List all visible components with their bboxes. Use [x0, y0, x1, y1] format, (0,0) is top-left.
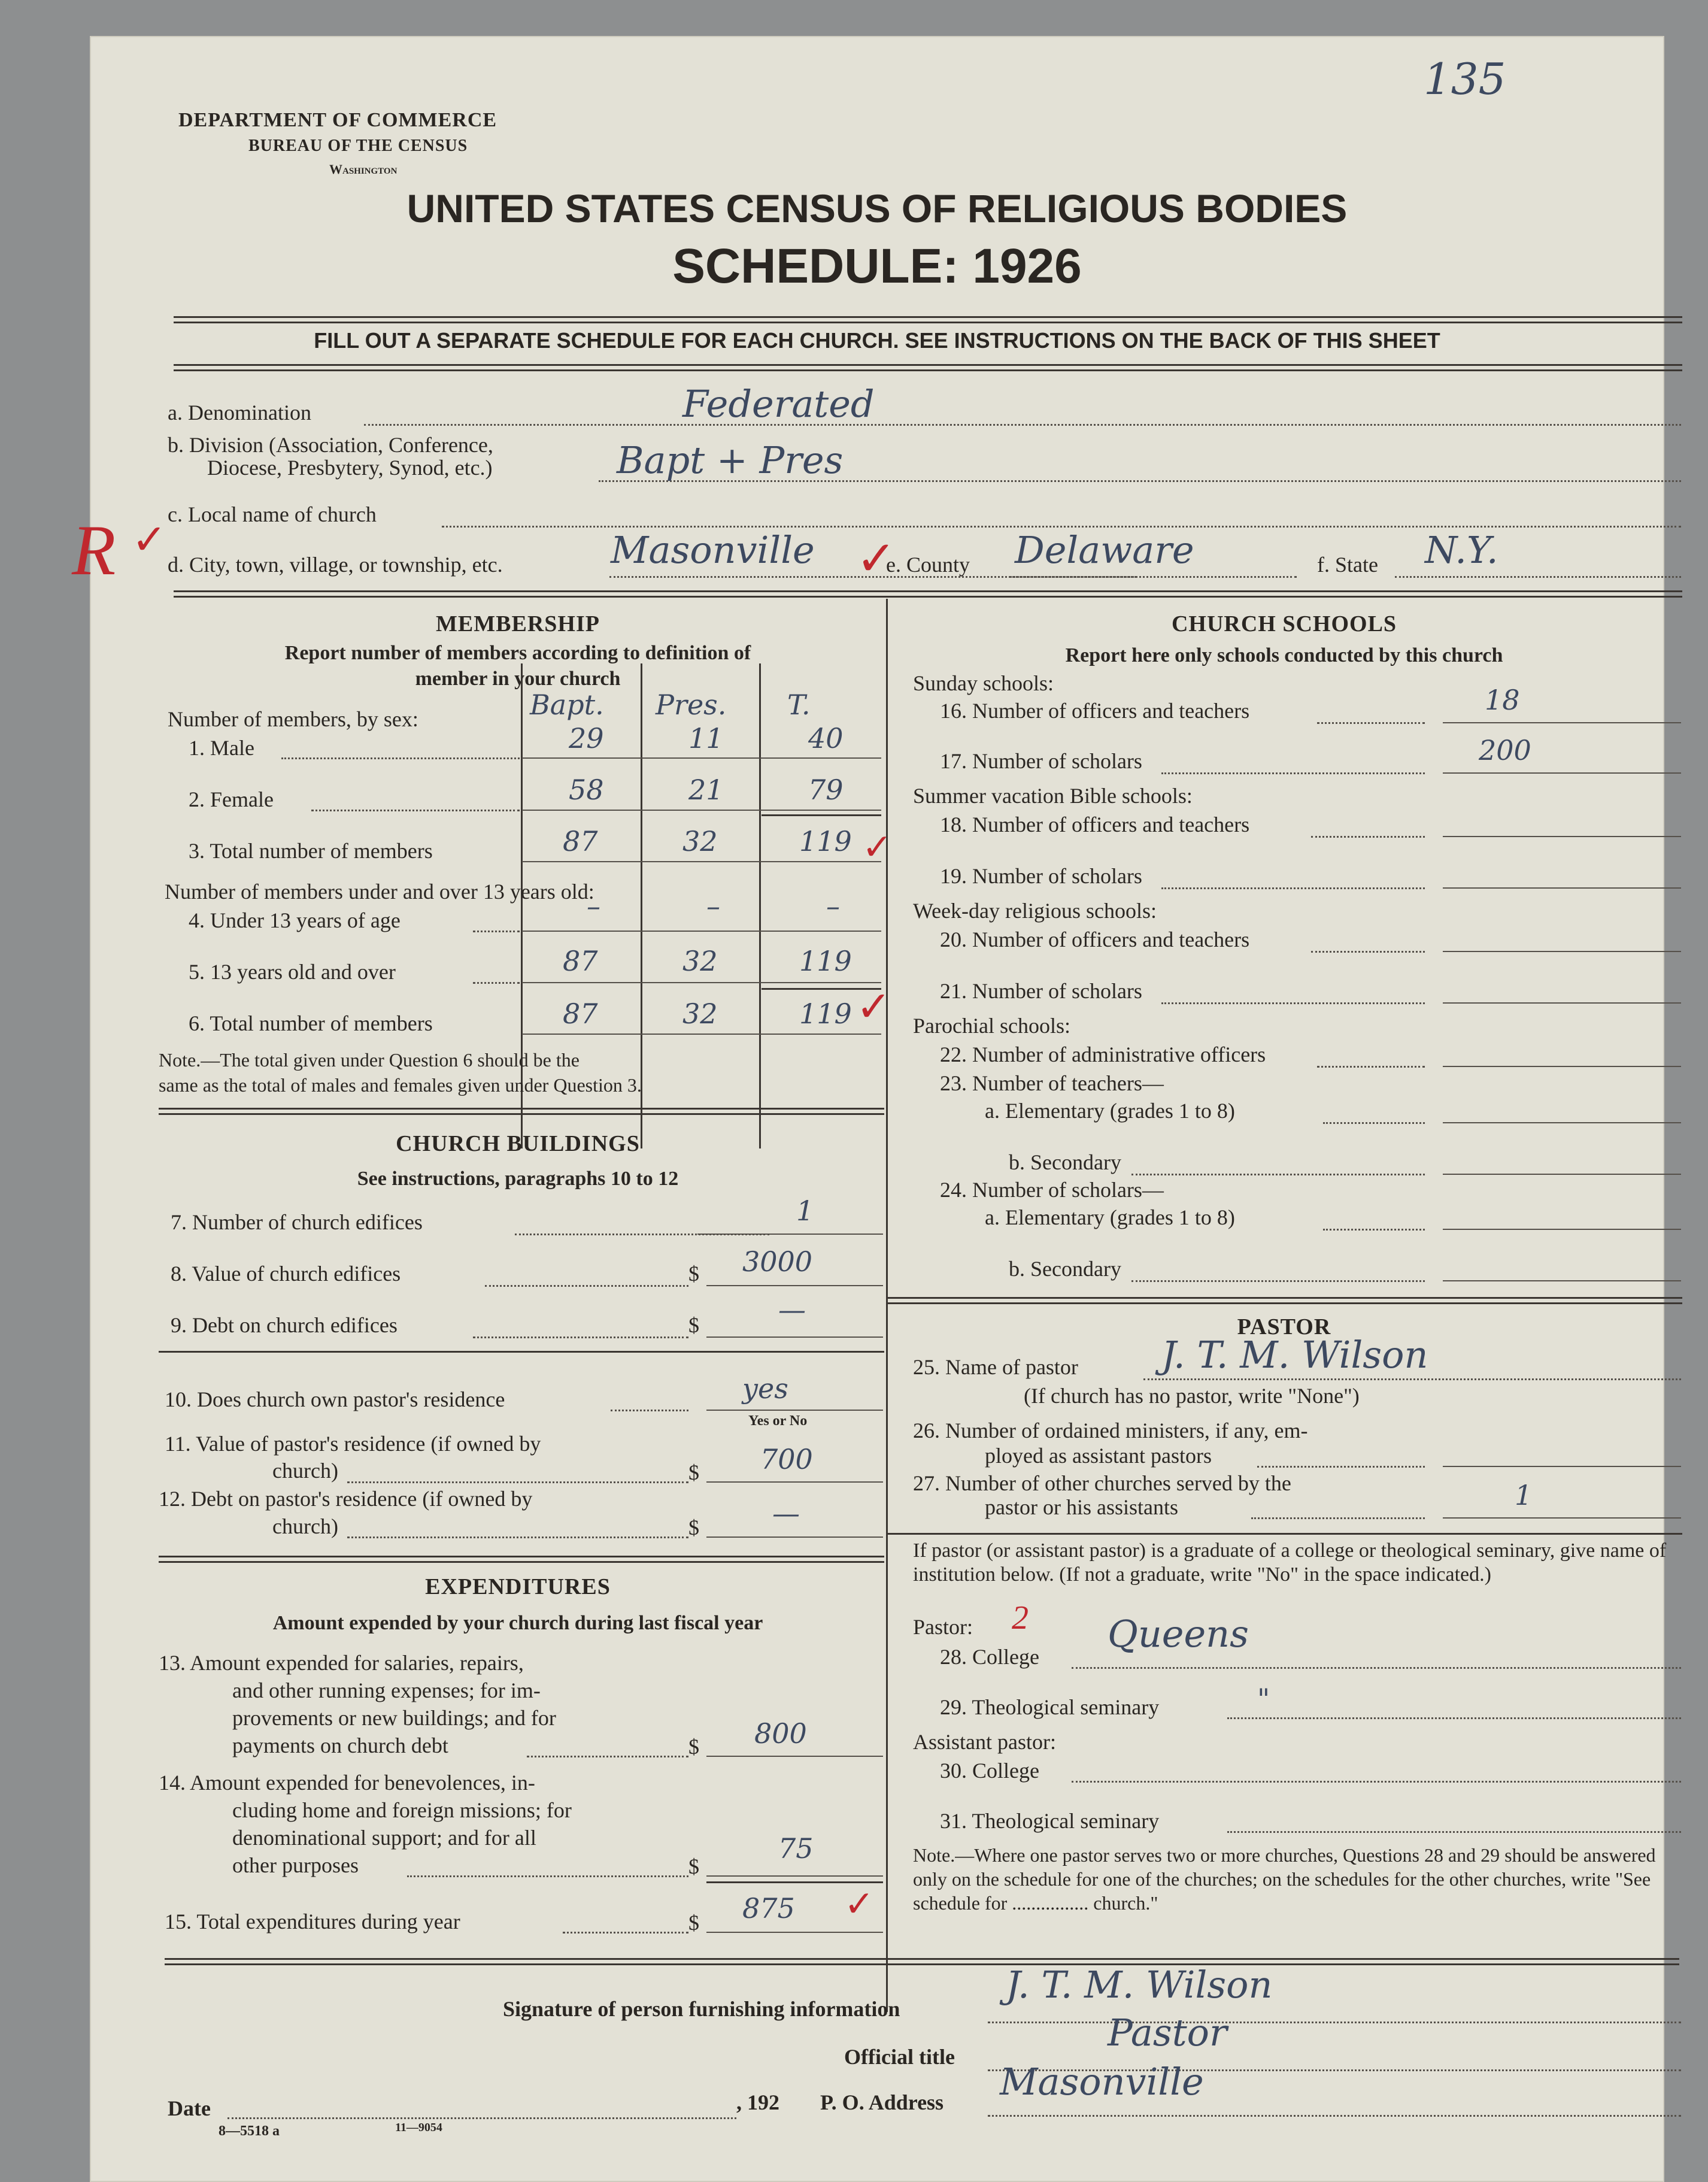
- q11-label-2: church): [272, 1459, 338, 1483]
- county-label: e. County: [886, 553, 970, 577]
- rule: [473, 982, 520, 984]
- q1-bapt: 29: [569, 722, 604, 754]
- q4-bapt: –: [587, 890, 600, 922]
- q29-value: ": [1257, 1683, 1270, 1715]
- state-value: N.Y.: [1425, 528, 1498, 572]
- schedule-title: SCHEDULE: 1926: [672, 239, 1082, 293]
- divider: [165, 1958, 1679, 1965]
- city-label: d. City, town, village, or township, etc.: [168, 553, 503, 577]
- q22-label: 22. Number of administrative officers: [940, 1042, 1266, 1066]
- pastor-mark: 2: [1012, 1599, 1029, 1636]
- q4-total: –: [826, 890, 840, 922]
- state-label: f. State: [1317, 553, 1378, 577]
- rule: [311, 810, 520, 811]
- q7-value: 1: [796, 1195, 814, 1227]
- division-label-1: b. Division (Association, Conference,: [168, 433, 493, 457]
- rule: [706, 1481, 883, 1483]
- form-title: UNITED STATES CENSUS OF RELIGIOUS BODIES: [406, 186, 1348, 231]
- divider: [888, 1533, 1682, 1535]
- q9-label: 9. Debt on church edifices: [171, 1313, 398, 1337]
- q14-line-2: cluding home and foreign missions; for: [232, 1798, 572, 1822]
- q11-dollar: $: [688, 1460, 699, 1484]
- rule: [522, 1034, 881, 1035]
- divider: [159, 1556, 884, 1563]
- rule: [1395, 576, 1681, 578]
- rule: [706, 1285, 883, 1286]
- q30-label: 30. College: [940, 1759, 1039, 1783]
- q24b-label: b. Secondary: [1009, 1257, 1121, 1281]
- q28-value: Queens: [1108, 1612, 1249, 1656]
- rule: [706, 1337, 883, 1338]
- q16-value: 18: [1485, 684, 1520, 716]
- q12-label-1: 12. Debt on pastor's residence (if owned by: [159, 1487, 533, 1511]
- q8-dollar: $: [688, 1262, 699, 1286]
- rule: [1161, 772, 1425, 774]
- rule: [1161, 1002, 1425, 1004]
- rule: [697, 1234, 883, 1235]
- q23a-label: a. Elementary (grades 1 to 8): [985, 1099, 1235, 1123]
- q9-value: —: [778, 1293, 806, 1326]
- rule: [1443, 1517, 1681, 1519]
- divider: [159, 1108, 884, 1115]
- department-label: DEPARTMENT OF COMMERCE: [178, 109, 497, 131]
- q23b-label: b. Secondary: [1009, 1150, 1121, 1174]
- schools-title: CHURCH SCHOOLS: [1171, 611, 1397, 637]
- pastor-note: Note.—Where one pastor serves two or more churches, Questions 28 and 29 should be answered only on the schedule for one of the churches; on the schedules for the other churches, write "See schedule for ................ church.": [913, 1844, 1656, 1914]
- q4-pres: –: [706, 890, 720, 922]
- q26-label-2: ployed as assistant pastors: [985, 1444, 1212, 1468]
- column-header-total: T.: [787, 689, 811, 721]
- local-name-label: c. Local name of church: [168, 502, 377, 526]
- rule: [522, 982, 881, 983]
- rule: [522, 861, 881, 862]
- check-mark: ✓: [132, 517, 167, 563]
- q13-line-2: and other running expenses; for im-: [232, 1678, 541, 1702]
- rule: [1443, 1280, 1681, 1281]
- divider: [888, 1297, 1682, 1304]
- q1-total: 40: [808, 722, 844, 754]
- q26-label-1: 26. Number of ordained ministers, if any, em-: [913, 1419, 1308, 1442]
- q28-label: 28. College: [940, 1645, 1039, 1669]
- q17-value: 200: [1479, 734, 1531, 766]
- q1-pres: 11: [688, 722, 724, 754]
- instruction-banner: FILL OUT A SEPARATE SCHEDULE FOR EACH CHURCH. SEE INSTRUCTIONS ON THE BACK OF THIS SHEET: [314, 328, 1440, 353]
- q18-label: 18. Number of officers and teachers: [940, 813, 1250, 837]
- division-value: Bapt + Pres: [617, 438, 844, 482]
- q6-total: 119: [799, 998, 852, 1030]
- schools-subtitle: Report here only schools conducted by this church: [1065, 644, 1503, 666]
- rule: [706, 1875, 883, 1877]
- rule: [473, 1337, 688, 1338]
- rule: [1443, 1466, 1681, 1467]
- rule: [527, 1756, 688, 1757]
- rule: [1443, 836, 1681, 837]
- city-label: Washington: [329, 162, 398, 177]
- rule: [1443, 1066, 1681, 1067]
- q13-line-4: payments on church debt: [232, 1734, 448, 1757]
- rule: [1227, 1831, 1681, 1833]
- check-mark: ✓: [856, 533, 897, 586]
- q3-bapt: 87: [563, 825, 598, 857]
- by-sex-label: Number of members, by sex:: [168, 707, 418, 731]
- column-divider: [886, 599, 888, 2012]
- rule: [1131, 1174, 1425, 1175]
- rule: [1317, 1066, 1425, 1068]
- buildings-subtitle: See instructions, paragraphs 10 to 12: [357, 1168, 679, 1190]
- official-title-label: Official title: [844, 2045, 955, 2069]
- rule: [473, 931, 520, 932]
- q5-label: 5. 13 years old and over: [189, 960, 396, 984]
- q11-value: 700: [760, 1443, 813, 1475]
- q2-label: 2. Female: [189, 787, 274, 811]
- check-mark: ✓: [862, 828, 893, 867]
- rule: [1009, 576, 1297, 578]
- rule: [364, 424, 1681, 426]
- rule: [407, 1875, 688, 1877]
- q16-label: 16. Number of officers and teachers: [940, 699, 1250, 723]
- divider: [174, 364, 1682, 371]
- membership-note-2: same as the total of males and females given under Question 3.: [159, 1074, 642, 1096]
- q25-label: 25. Name of pastor: [913, 1355, 1078, 1379]
- q25-value: J. T. M. Wilson: [1161, 1333, 1428, 1377]
- denomination-value: Federated: [682, 382, 875, 426]
- po-address-label: P. O. Address: [820, 2090, 944, 2114]
- print-number: 11—9054: [395, 2121, 442, 2134]
- q13-value: 800: [754, 1717, 807, 1750]
- division-label-2: Diocese, Presbytery, Synod, etc.): [207, 456, 493, 480]
- rule: [1143, 1378, 1681, 1380]
- graduate-note: If pastor (or assistant pastor) is a graduate of a college or theological seminary, give name of institution below. (If not a graduate, write "No" in the space indicated.): [913, 1539, 1667, 1586]
- q15-label: 15. Total expenditures during year: [165, 1910, 460, 1934]
- rule: [347, 1537, 688, 1538]
- q27-label-1: 27. Number of other churches served by the: [913, 1471, 1291, 1495]
- q27-value: 1: [1515, 1479, 1533, 1511]
- age-label: Number of members under and over 13 years old:: [165, 880, 594, 904]
- membership-subtitle-2: member in your church: [415, 668, 621, 690]
- q29-label: 29. Theological seminary: [940, 1695, 1160, 1719]
- q3-pres: 32: [682, 825, 718, 857]
- rule: [1257, 1466, 1425, 1468]
- rule: [1323, 1229, 1425, 1231]
- q6-bapt: 87: [563, 998, 598, 1030]
- q3-label: 3. Total number of members: [189, 839, 433, 863]
- q5-pres: 32: [682, 945, 718, 977]
- grid-line: [759, 663, 761, 1148]
- q13-line-1: 13. Amount expended for salaries, repairs,: [159, 1651, 524, 1675]
- city-value: Masonville: [611, 528, 815, 572]
- county-value: Delaware: [1015, 528, 1194, 572]
- signature-label: Signature of person furnishing information: [503, 1997, 900, 2021]
- rule: [522, 757, 881, 759]
- q13-line-3: provements or new buildings; and for: [232, 1706, 556, 1730]
- rule: [227, 2117, 736, 2119]
- q12-label-2: church): [272, 1514, 338, 1538]
- divider: [159, 1351, 884, 1353]
- rule: [1443, 1002, 1681, 1004]
- pastor-title: PASTOR: [1237, 1314, 1331, 1339]
- rule: [1323, 1122, 1425, 1124]
- rule: [706, 1932, 883, 1933]
- page-number: 135: [1424, 54, 1506, 104]
- rule: [1311, 951, 1425, 953]
- rule: [988, 2022, 1681, 2023]
- rule: [1072, 1781, 1681, 1783]
- q12-value: —: [772, 1497, 800, 1529]
- q14-dollar: $: [688, 1854, 699, 1878]
- total-rule: [762, 814, 881, 816]
- q8-label: 8. Value of church edifices: [171, 1262, 401, 1286]
- check-mark: ✓: [856, 984, 891, 1031]
- summer-schools-label: Summer vacation Bible schools:: [913, 784, 1193, 808]
- membership-note-1: Note.—The total given under Question 6 should be the: [159, 1049, 580, 1071]
- q17-label: 17. Number of scholars: [940, 749, 1142, 773]
- column-header-bapt: Bapt.: [530, 689, 604, 721]
- q1-label: 1. Male: [189, 736, 254, 760]
- census-form-sheet: [72, 36, 1667, 2182]
- rule: [1072, 1667, 1681, 1669]
- rule: [1443, 772, 1681, 774]
- rule: [442, 526, 1681, 528]
- q24-label: 24. Number of scholars—: [940, 1178, 1164, 1202]
- rule: [522, 931, 881, 932]
- rule: [988, 2115, 1681, 2117]
- q15-dollar: $: [688, 1911, 699, 1935]
- q14-line-1: 14. Amount expended for benevolences, in-: [159, 1771, 535, 1795]
- rule: [563, 1932, 688, 1934]
- q6-label: 6. Total number of members: [189, 1011, 433, 1035]
- q13-dollar: $: [688, 1735, 699, 1759]
- expenditures-title: EXPENDITURES: [425, 1574, 611, 1599]
- q5-bapt: 87: [563, 945, 598, 977]
- denomination-label: a. Denomination: [168, 401, 311, 425]
- rule: [281, 757, 520, 759]
- q14-value: 75: [778, 1832, 814, 1865]
- margin-mark-r: R: [72, 510, 116, 590]
- divider: [174, 590, 1682, 598]
- q14-line-4: other purposes: [232, 1853, 359, 1877]
- date-year: , 192: [736, 2090, 779, 2114]
- parochial-schools-label: Parochial schools:: [913, 1014, 1070, 1038]
- form-number: 8—5518 a: [219, 2123, 280, 2139]
- rule: [1131, 1280, 1425, 1282]
- signature-value: J. T. M. Wilson: [1006, 1963, 1273, 2007]
- q23-label: 23. Number of teachers—: [940, 1071, 1164, 1095]
- q31-label: 31. Theological seminary: [940, 1809, 1160, 1833]
- q24a-label: a. Elementary (grades 1 to 8): [985, 1205, 1235, 1229]
- po-address-value: Masonville: [1000, 2060, 1204, 2104]
- q10-value: yes: [742, 1372, 788, 1405]
- q3-total: 119: [799, 825, 852, 857]
- assistant-pastor-label: Assistant pastor:: [913, 1730, 1056, 1754]
- rule: [1311, 836, 1425, 838]
- rule: [1251, 1517, 1425, 1519]
- q2-total: 79: [808, 774, 844, 806]
- rule: [706, 1756, 883, 1757]
- rule: [1443, 722, 1681, 723]
- q15-value: 875: [742, 1892, 795, 1925]
- membership-title: MEMBERSHIP: [436, 611, 600, 637]
- q12-dollar: $: [688, 1516, 699, 1539]
- expenditures-subtitle: Amount expended by your church during last fiscal year: [272, 1612, 763, 1634]
- q9-dollar: $: [688, 1313, 699, 1337]
- rule: [1161, 887, 1425, 889]
- rule: [706, 1537, 883, 1538]
- q19-label: 19. Number of scholars: [940, 864, 1142, 888]
- divider: [174, 316, 1682, 323]
- q10-label: 10. Does church own pastor's residence: [165, 1387, 505, 1411]
- q7-label: 7. Number of church edifices: [171, 1210, 423, 1234]
- q8-value: 3000: [742, 1245, 813, 1278]
- rule: [706, 1410, 883, 1411]
- pastor-label: Pastor:: [913, 1615, 973, 1639]
- q2-bapt: 58: [569, 774, 604, 806]
- q11-label-1: 11. Value of pastor's residence (if owned by: [165, 1432, 541, 1456]
- q25-hint: (If church has no pastor, write "None"): [1024, 1384, 1360, 1408]
- q2-pres: 21: [688, 774, 724, 806]
- sunday-schools-label: Sunday schools:: [913, 671, 1054, 695]
- rule: [347, 1481, 688, 1483]
- date-label: Date: [168, 2096, 211, 2120]
- buildings-title: CHURCH BUILDINGS: [396, 1131, 640, 1156]
- rule: [1317, 722, 1425, 724]
- rule: [522, 810, 881, 811]
- rule: [1443, 887, 1681, 889]
- rule: [1443, 1174, 1681, 1175]
- rule: [1443, 1122, 1681, 1123]
- rule: [1227, 1717, 1681, 1719]
- check-mark: ✓: [844, 1884, 875, 1924]
- weekday-schools-label: Week-day religious schools:: [913, 899, 1157, 923]
- official-title-value: Pastor: [1108, 2011, 1227, 2054]
- q4-label: 4. Under 13 years of age: [189, 908, 401, 932]
- membership-subtitle-1: Report number of members according to definition of: [284, 642, 751, 664]
- rule: [485, 1285, 688, 1287]
- q27-label-2: pastor or his assistants: [985, 1495, 1178, 1519]
- rule: [611, 1410, 688, 1411]
- q20-label: 20. Number of officers and teachers: [940, 928, 1250, 951]
- q10-hint: Yes or No: [748, 1413, 808, 1429]
- q6-pres: 32: [682, 998, 718, 1030]
- rule: [1443, 951, 1681, 952]
- q5-total: 119: [799, 945, 852, 977]
- q21-label: 21. Number of scholars: [940, 979, 1142, 1003]
- q14-line-3: denominational support; and for all: [232, 1826, 536, 1850]
- bureau-label: BUREAU OF THE CENSUS: [248, 137, 468, 155]
- column-header-pres: Pres.: [656, 689, 727, 721]
- rule: [1443, 1229, 1681, 1230]
